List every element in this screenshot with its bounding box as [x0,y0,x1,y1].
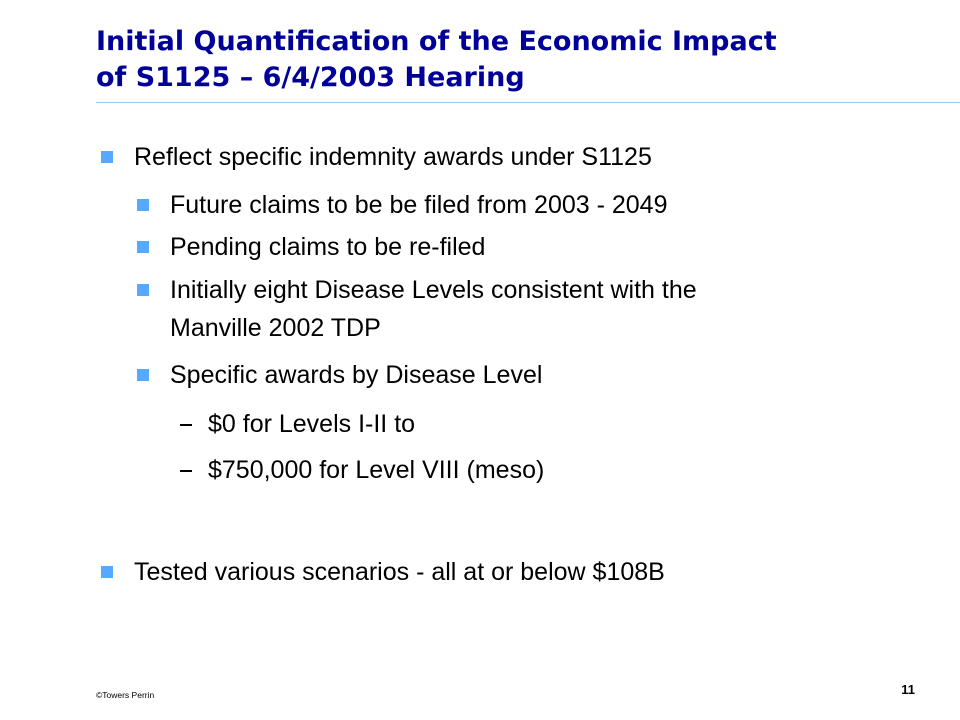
bullet-text: Specific awards by Disease Level [170,361,543,389]
title-line-2: of S1125 – 6/4/2003 Hearing [96,62,525,93]
page-number: 11 [901,682,915,697]
copyright-footer: ©Towers Perrin [96,690,155,700]
bullet-marker [101,151,113,163]
bullet-marker [137,284,149,296]
title-divider [96,102,960,103]
dash-marker [180,470,192,472]
slide-title [96,24,916,96]
dash-marker [180,424,192,426]
bullet-marker [137,241,149,253]
bullet-marker [137,369,149,381]
bullet-text: Future claims to be be filed from 2003 - 2049 [170,191,668,219]
bullet-text: Reflect specific indemnity awards under S1125 [134,143,652,171]
bullet-text: Pending claims to be re-filed [170,233,486,261]
sub-bullet-text: $0 for Levels I-II to [208,410,416,438]
sub-bullet-text: $750,000 for Level VIII (meso) [208,456,545,484]
bullet-text: Initially eight Disease Levels consistent with the [170,276,697,304]
title-line-1: Initial Quantification of the Economic Impact [96,26,777,57]
bullet-text: Tested various scenarios - all at or below $108B [134,558,665,586]
bullet-marker [101,566,113,578]
bullet-marker [137,199,149,211]
bullet-text-continued: Manville 2002 TDP [170,314,381,342]
